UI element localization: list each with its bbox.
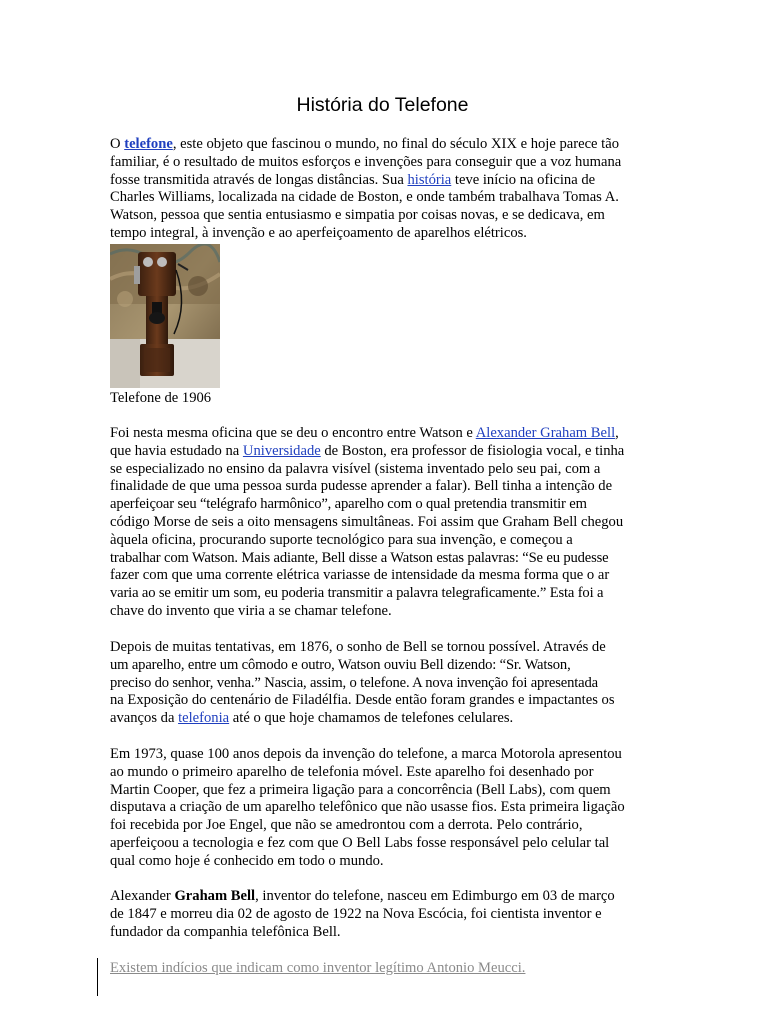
text-line	[110, 888, 655, 906]
link-telefone[interactable]: telefone	[124, 136, 173, 152]
antique-telephone-image	[110, 244, 220, 388]
text-line: varia ao se emitir um som, eu poderia transmitir a palavra telegraficamente.” Esta foi a	[110, 585, 604, 602]
text-span: Alexander	[110, 888, 175, 904]
footnote-meucci[interactable]: Existem indícios que indicam como inventor legítimo Antonio Meucci.	[110, 960, 526, 976]
link-alexander-graham-bell[interactable]: Alexander Graham Bell	[475, 425, 616, 441]
text-line: um aparelho, entre um cômodo e outro, Watson ouviu Bell dizendo: “Sr. Watson,	[110, 656, 571, 673]
text-line: finalidade de que uma pessoa surda pudesse aprender a falar). Bell tinha a intenção de	[110, 478, 613, 495]
paragraph-intro	[110, 136, 655, 243]
text-span: de Boston, era professor de fisiologia vocal, e tinha	[320, 442, 625, 459]
text-span: até o que hoje chamamos de telefones celulares.	[229, 710, 514, 727]
paragraph-bell-encounter	[110, 425, 655, 621]
text-span: O	[110, 136, 125, 152]
text-line	[110, 443, 655, 461]
text-line: familiar, é o resultado de muitos esforços e invenções para conseguir que a voz humana	[110, 153, 622, 170]
text-line: Martin Cooper, que fez a primeira ligação para a concorrência (Bell Labs), com quem	[110, 781, 611, 798]
text-line: ao mundo o primeiro aparelho de telefonia móvel. Este aparelho foi desenhado por	[110, 763, 594, 780]
text-span: , este objeto que fascinou o mundo, no final do século XIX e hoje parece tão	[172, 136, 620, 152]
text-line: fundador da companhia telefônica Bell.	[110, 923, 341, 940]
text-line: se especializado no ensino da palavra visível (sistema inventado pelo seu pai, com a	[110, 460, 601, 477]
text-span: avanços da	[110, 710, 179, 727]
text-span: teve início na oficina de	[451, 171, 596, 188]
text-line: de 1847 e morreu dia 02 de agosto de 1922 na Nova Escócia, foi cientista inventor e	[110, 905, 602, 922]
text-line: código Morse de seis a oito mensagens simultâneas. Foi assim que Graham Bell chegou	[110, 513, 624, 530]
text-line: Em 1973, quase 100 anos depois da invenção do telefone, a marca Motorola apresentou	[110, 746, 622, 762]
text-span: fosse transmitida através de longas distâncias. Sua	[110, 171, 408, 188]
text-line: foi recebida por Joe Engel, que não se amedrontou com a derrota. Pelo contrário,	[110, 817, 583, 834]
image-caption: Telefone de 1906	[110, 390, 212, 406]
footnote-margin-bar	[97, 958, 98, 996]
paragraph-motorola	[110, 746, 655, 871]
page-title: História do Telefone	[296, 94, 469, 116]
text-span: Foi nesta mesma oficina que se deu o encontro entre Watson e	[110, 425, 476, 441]
link-universidade[interactable]: Universidade	[242, 442, 321, 459]
text-line	[110, 710, 655, 728]
text-line: àquela oficina, procurando suporte tecnológico para sua invenção, e começou a	[110, 531, 573, 548]
text-line: disputava a criação de um aparelho telefônico que não usasse fios. Esta primeira ligação	[110, 799, 625, 816]
text-line: trabalhar com Watson. Mais adiante, Bell disse a Watson estas palavras: “Se eu pudesse	[110, 549, 609, 566]
paragraph-bell-biography	[110, 888, 655, 941]
text-line: na Exposição do centenário de Filadélfia. Desde então foram grandes e impactantes os	[110, 692, 615, 709]
paragraph-invention	[110, 639, 655, 728]
text-span: que havia estudado na	[110, 442, 243, 459]
text-line: tempo integral, à invenção e ao aperfeiçoamento de aparelhos elétricos.	[110, 224, 527, 241]
text-line	[110, 172, 655, 190]
text-line: fazer com que uma corrente elétrica variasse de intensidade da mesma forma que o ar	[110, 567, 610, 584]
text-line: aperfeiçoou a tecnologia e fez com que O Bell Labs fosse responsável pelo celular tal	[110, 834, 610, 851]
telephone-photo	[110, 244, 220, 388]
link-historia[interactable]: história	[407, 171, 452, 188]
text-span: ,	[615, 425, 619, 441]
text-line: aperfeiçoar seu “telégrafo harmônico”, aparelho com o qual pretendia transmitir em	[110, 496, 587, 513]
bold-name: Graham Bell	[174, 888, 256, 904]
text-line: preciso do senhor, venha.” Nascia, assim, o telefone. A nova invenção foi apresentada	[110, 674, 598, 691]
text-line: Watson, pessoa que sentia entusiasmo e simpatia por coisas novas, e se dedicava, em	[110, 207, 605, 224]
text-line: chave do invento que viria a se chamar telefone.	[110, 602, 392, 619]
text-line: Depois de muitas tentativas, em 1876, o sonho de Bell se tornou possível. Através de	[110, 639, 606, 655]
text-line: qual como hoje é conhecido em todo o mundo.	[110, 852, 384, 869]
text-line	[110, 136, 655, 154]
text-line: Charles Williams, localizada na cidade de Boston, e onde também trabalhava Tomas A.	[110, 189, 619, 206]
link-telefonia[interactable]: telefonia	[178, 710, 230, 727]
text-line	[110, 425, 655, 443]
text-span: , inventor do telefone, nasceu em Edimburgo em 03 de março	[255, 888, 615, 904]
